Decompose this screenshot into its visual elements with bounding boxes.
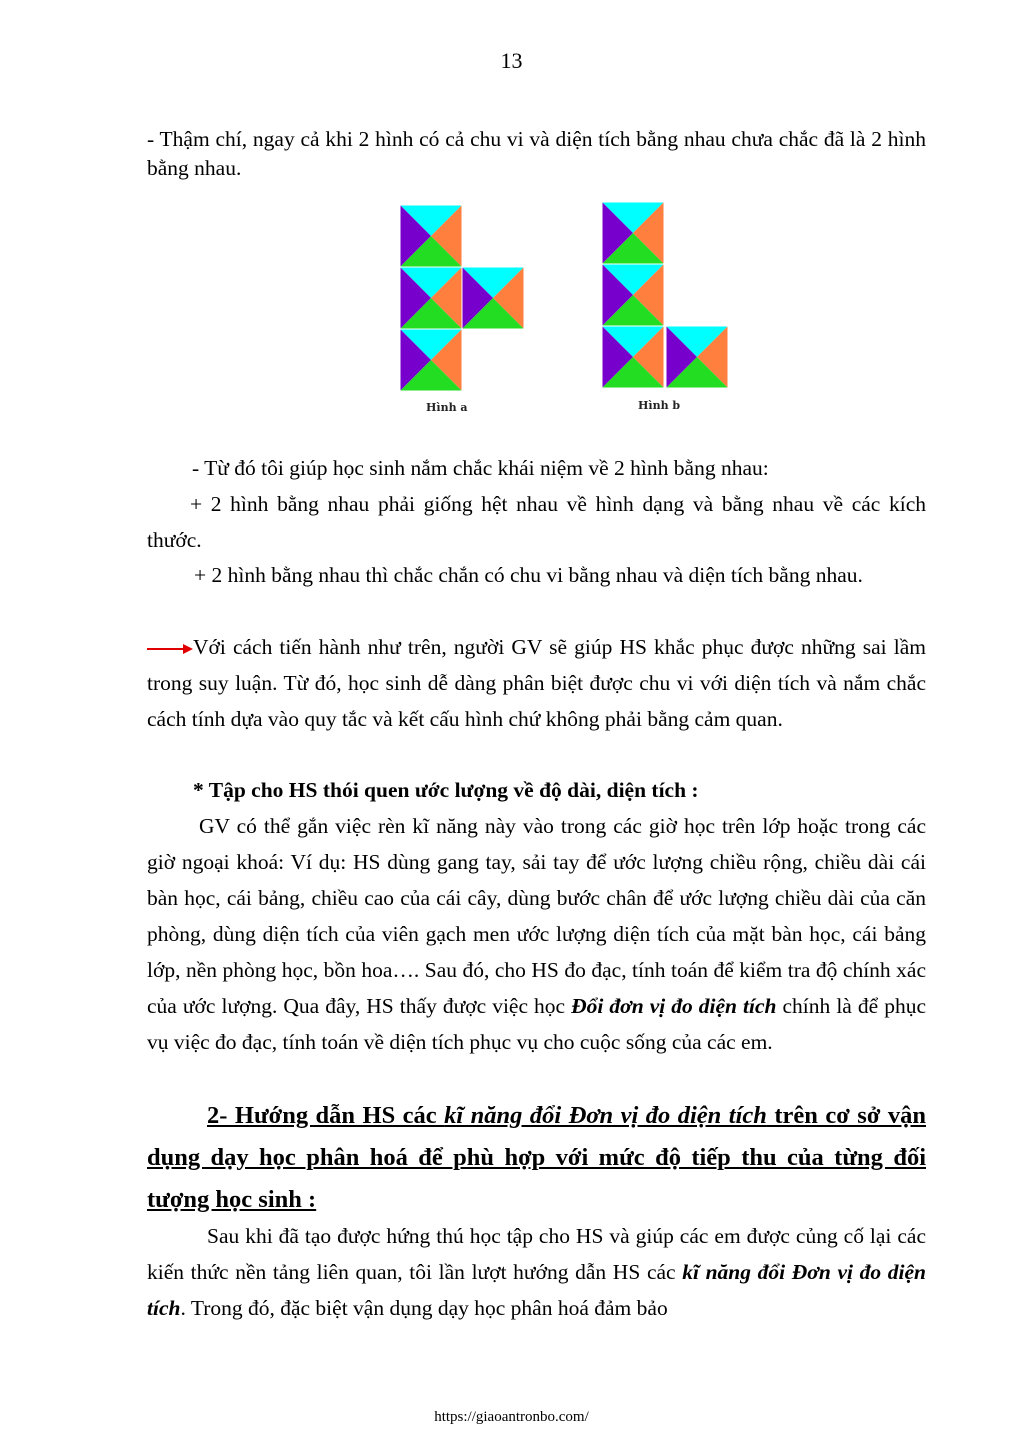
- caption-b: Hình b: [638, 399, 681, 412]
- paragraph-rule-1: + 2 hình bằng nhau phải giống hệt nhau về hình dạng và bằng nhau về các kích thước.: [147, 492, 926, 552]
- heading-emphasis: kĩ năng đổi Đơn vị đo diện tích: [444, 1102, 767, 1129]
- paragraph-conclusion: [147, 629, 926, 737]
- paragraph-estimation: [147, 808, 926, 1060]
- guidance-emphasis: kĩ năng đổi Đơn vị đo diện tích: [147, 1260, 926, 1320]
- footer-url: https://giaoantronbo.com/: [434, 1409, 589, 1425]
- shape-b: [602, 202, 728, 388]
- subheading-estimation: * Tập cho HS thói quen ước lượng về độ dài, diện tích :: [193, 778, 699, 802]
- conclusion-text: Với cách tiến hành như trên, người GV sẽ giúp HS khắc phục được những sai lầm trong suy luận. Từ đó, học sinh dễ dàng phân biệt được chu vi với diện tích và nắm chắc cách tính dựa vào quy tắc và kết cấu hình chứ không phải bằng cảm quan.: [147, 635, 926, 731]
- section-heading: [147, 1095, 926, 1221]
- estimation-emphasis: Đổi đơn vị đo diện tích: [571, 994, 777, 1018]
- paragraph-rule-2: + 2 hình bằng nhau thì chắc chắn có chu vi bằng nhau và diện tích bằng nhau.: [194, 563, 863, 587]
- arrow-right-icon: [147, 642, 193, 656]
- shape-a: [400, 205, 524, 391]
- guidance-text-1: Sau khi đã tạo được hứng thú học tập cho HS và giúp các em được củng cố lại các kiến thức nền tảng liên quan, tôi lần lượt hướng dẫn HS các: [147, 1224, 926, 1284]
- figure-shapes: [390, 197, 750, 422]
- heading-text-2: trên cơ sở vận dụng dạy học phân hoá để phù hợp với mức độ tiếp thu của từng đối tượng học sinh :: [147, 1102, 926, 1213]
- caption-a: Hình a: [426, 401, 468, 414]
- page-number: 13: [500, 48, 523, 73]
- shapes-svg: [390, 197, 750, 422]
- paragraph-intro: - Thậm chí, ngay cả khi 2 hình có cả chu vi và diện tích bằng nhau chưa chắc đã là 2 hình bằng nhau.: [147, 127, 926, 180]
- paragraph-concept: - Từ đó tôi giúp học sinh nắm chắc khái niệm về 2 hình bằng nhau:: [192, 456, 769, 480]
- paragraph-guidance: [147, 1218, 926, 1326]
- estimation-text-2: chính là để phục vụ việc đo đạc, tính toán về diện tích phục vụ cho cuộc sống của các em.: [147, 994, 926, 1054]
- guidance-text-2: . Trong đó, đặc biệt vận dụng dạy học phân hoá đảm bảo: [180, 1296, 668, 1320]
- heading-text-1: 2- Hướng dẫn HS các: [207, 1102, 445, 1129]
- estimation-text-1: GV có thể gắn việc rèn kĩ năng này vào trong các giờ học trên lớp hoặc trong các giờ ngoại khoá: Ví dụ: HS dùng gang tay, sải tay để ước lượng chiều rộng, chiều dài cái bàn học, cái bảng, chiều cao của cái cây, dùng bước chân để ước lượng chiều dài của căn phòng, dùng diện tích của viên gạch men ước lượng diện tích của mặt bàn học, cái bảng lớp, nền phòng học, bồn hoa…. Sau đó, cho HS đo đạc, tính toán để kiểm tra độ chính xác của ước lượng. Qua đây, HS thấy được việc học: [147, 814, 926, 1018]
